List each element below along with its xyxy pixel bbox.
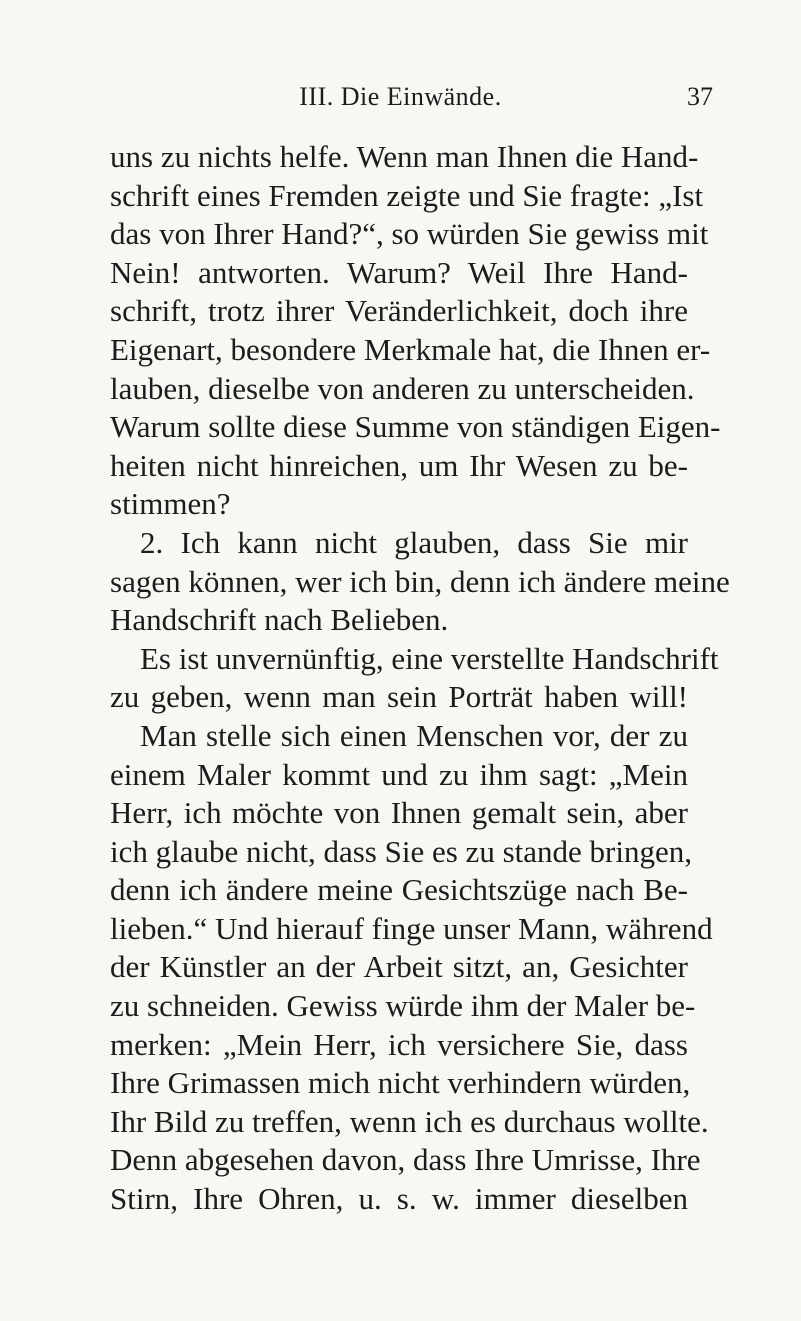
text-line: Herr, ich möchte von Ihnen gemalt sein, aber [110, 795, 688, 831]
text-line: schrift eines Fremden zeigte und Sie fragte: „Ist [110, 177, 704, 213]
text-line: Man stelle sich einen Menschen vor, der zu [140, 717, 688, 753]
text-line: lauben, dieselbe von anderen zu unterscheiden. [110, 370, 695, 406]
text-line: zu schneiden. Gewiss würde ihm der Maler be- [110, 988, 696, 1024]
text-line: Es ist unvernünftig, eine verstellte Handschrift [140, 640, 719, 676]
text-line: Ihr Bild zu treffen, wenn ich es durchaus wollte. [110, 1103, 709, 1139]
text-line: zu geben, wenn man sein Porträt haben will! [110, 679, 688, 715]
text-line: einem Maler kommt und zu ihm sagt: „Mein [110, 756, 688, 792]
chapter-title: III. Die Einwände. [299, 82, 502, 111]
text-line: schrift, trotz ihrer Veränderlichkeit, doch ihre [110, 293, 688, 329]
text-line: 2. Ich kann nicht glauben, dass Sie mir [140, 524, 688, 560]
running-head [0, 82, 801, 114]
body-text [110, 138, 730, 1219]
text-line: Stirn, Ihre Ohren, u. s. w. immer dieselben [110, 1181, 688, 1217]
text-line: lieben.“ Und hierauf finge unser Mann, während [110, 910, 713, 946]
text-line: das von Ihrer Hand?“, so würden Sie gewiss mit [110, 216, 709, 252]
text-line: der Künstler an der Arbeit sitzt, an, Gesichter [110, 949, 688, 985]
text-line: stimmen? [110, 486, 231, 522]
text-line: denn ich ändere meine Gesichtszüge nach Be- [110, 872, 688, 908]
text-line: Nein! antworten. Warum? Weil Ihre Hand- [110, 254, 688, 290]
text-line: heiten nicht hinreichen, um Ihr Wesen zu be- [110, 447, 688, 483]
text-line: merken: „Mein Herr, ich versichere Sie, dass [110, 1026, 688, 1062]
text-line: sagen können, wer ich bin, denn ich ändere meine [110, 563, 730, 599]
text-line: ich glaube nicht, dass Sie es zu stande bringen, [110, 833, 692, 869]
text-line: Ihre Grimassen mich nicht verhindern würden, [110, 1065, 691, 1101]
text-line: Warum sollte diese Summe von ständigen Eigen- [110, 409, 721, 445]
text-line: Denn abgesehen davon, dass Ihre Umrisse, Ihre [110, 1142, 701, 1178]
text-line: uns zu nichts helfe. Wenn man Ihnen die Hand- [110, 139, 699, 174]
text-line: Handschrift nach Belieben. [110, 602, 449, 638]
page-number: 37 [687, 82, 713, 111]
text-line: Eigenart, besondere Merkmale hat, die Ihnen er- [110, 331, 711, 367]
